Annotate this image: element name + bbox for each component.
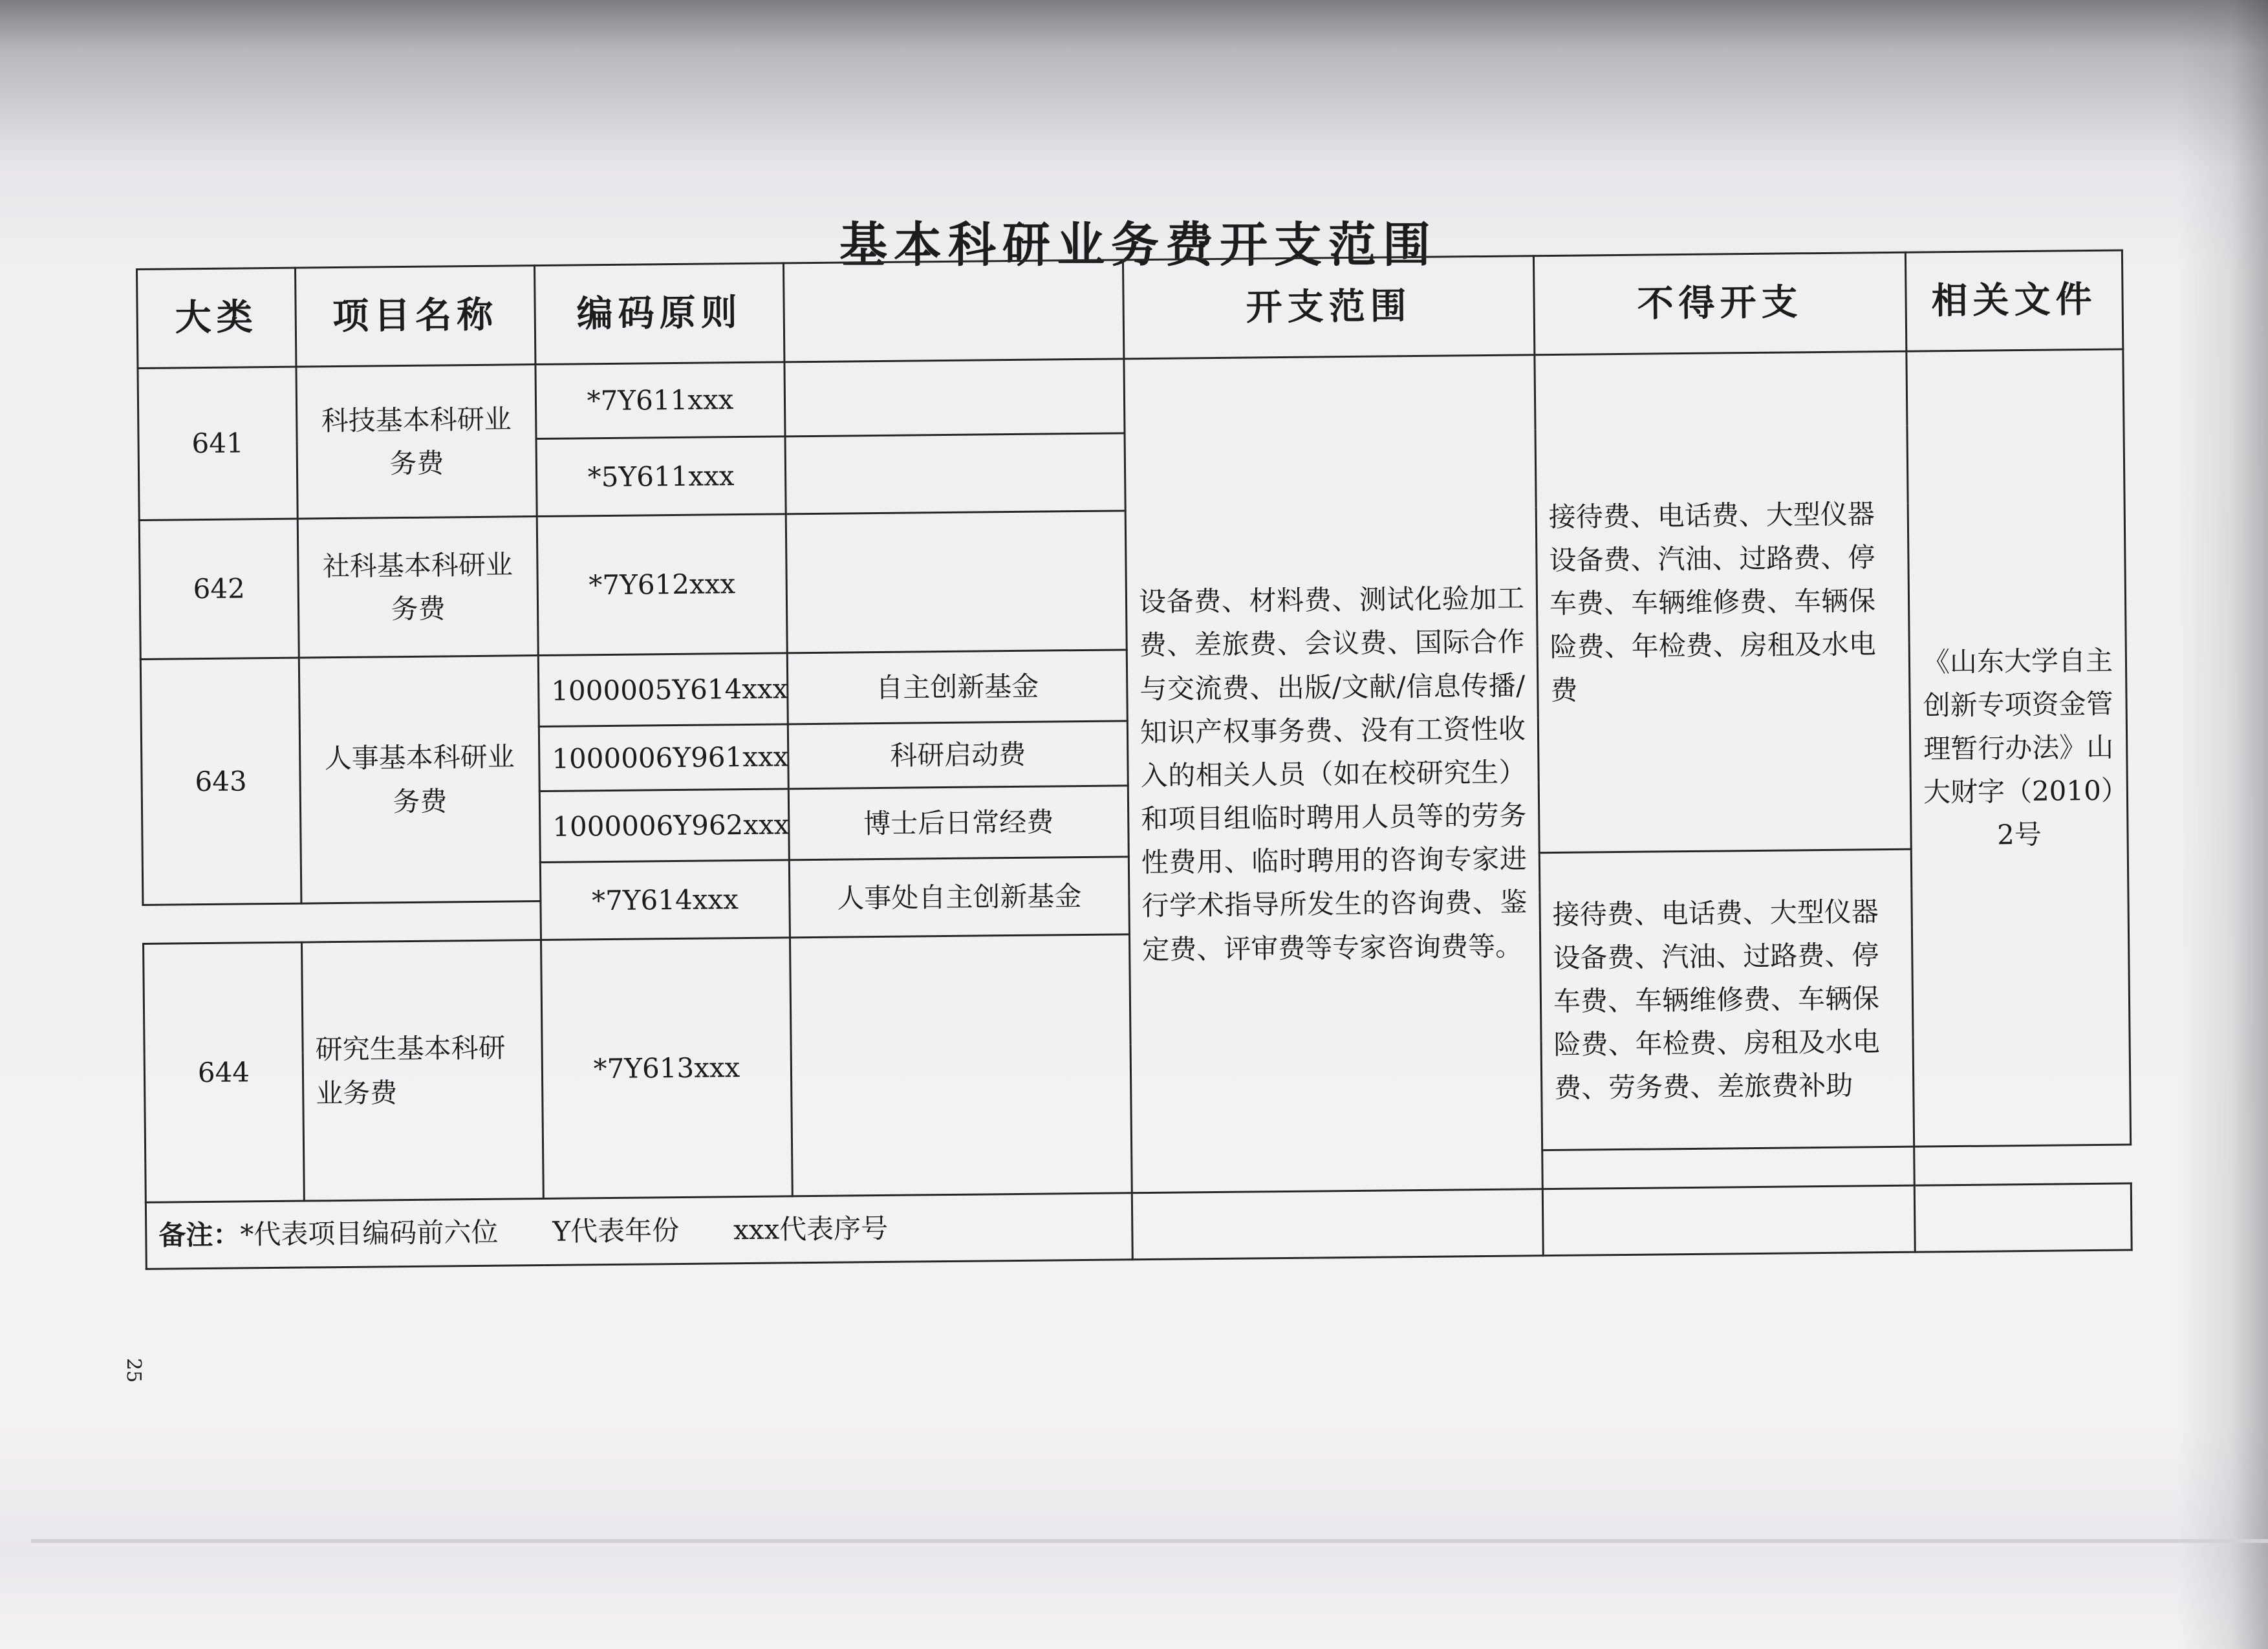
code-cell: 1000006Y961xxx [539,724,788,792]
category-cell: 641 [138,367,297,520]
code-cell: 1000005Y614xxx [538,653,788,727]
excluded-cell-1: 接待费、电话费、大型仪器设备费、汽油、过路费、停车费、车辆维修费、车辆保险费、年检费、房租及水电费 [1535,351,1911,852]
header-documents: 相关文件 [1905,250,2122,351]
expense-scope-table [136,250,2133,1270]
documents-cell: 《山东大学自主创新专项资金管理暂行办法》山大财字（2010）2号 [1906,349,2131,1147]
category-cell: 643 [140,658,301,905]
header-excluded: 不得开支 [1533,252,1906,355]
note-item: Y代表年份 [552,1214,680,1248]
page-number: 25 [122,1358,145,1383]
subitem-cell [785,433,1125,514]
subitem-cell [790,934,1132,1196]
code-cell: 1000006Y962xxx [539,789,789,863]
note-item: xxx代表序号 [733,1212,889,1246]
header-scope: 开支范围 [1123,256,1534,359]
subitem-cell: 自主创新基金 [787,650,1127,724]
header-category: 大类 [137,268,296,368]
note-documents-cell [1914,1183,2132,1252]
subitem-cell: 人事处自主创新基金 [789,857,1129,938]
page-shadow [2177,0,2268,1649]
note-item: *代表项目编码前六位 [240,1216,499,1251]
subitem-cell: 科研启动费 [788,721,1128,789]
note-excluded-cell [1542,1185,1915,1256]
note-scope-cell [1132,1189,1543,1260]
note-cell [146,1193,1132,1269]
code-cell: *7Y614xxx [540,860,790,940]
category-cell: 642 [139,519,299,659]
scope-cell: 设备费、材料费、测试化验加工费、差旅费、会议费、国际合作与交流费、出版/文献/信息传播/知识产权事务费、没有工资性收入的相关人员（如在校研究生）和项目组临时聘用人员等的劳务性费用、临时聘用的咨询专家进行学术指导所发生的咨询费、鉴定费、评审费等专家咨询费等。 [1124,355,1542,1193]
excluded-cell-2: 接待费、电话费、大型仪器设备费、汽油、过路费、停车费、车辆维修费、车辆保险费、年检费、房租及水电费、劳务费、差旅费补助 [1539,849,1914,1150]
project-name-cell: 科技基本科研业务费 [296,365,537,519]
note-label: 备注： [158,1218,241,1252]
header-code-rule: 编码原则 [534,263,784,365]
code-cell: *7Y613xxx [541,938,792,1199]
project-name-cell: 人事基本科研业务费 [299,656,541,904]
code-cell: *7Y612xxx [537,514,787,656]
project-name-cell: 研究生基本科研业务费 [302,940,544,1202]
category-cell: 644 [144,942,305,1202]
code-cell: *5Y611xxx [536,436,786,517]
subitem-cell: 博士后日常经费 [788,786,1129,860]
header-subitem [783,260,1123,362]
sheet-edge [31,1539,2268,1543]
page-title: 基本科研业务费开支范围 [839,217,1437,273]
header-row [137,250,2123,368]
project-name-cell: 社科基本科研业务费 [297,517,538,658]
subitem-cell [784,359,1125,436]
header-project-name: 项目名称 [296,266,535,367]
code-cell: *7Y611xxx [535,362,785,439]
documents-empty-cell [1542,1147,1915,1189]
subitem-cell [786,511,1127,653]
